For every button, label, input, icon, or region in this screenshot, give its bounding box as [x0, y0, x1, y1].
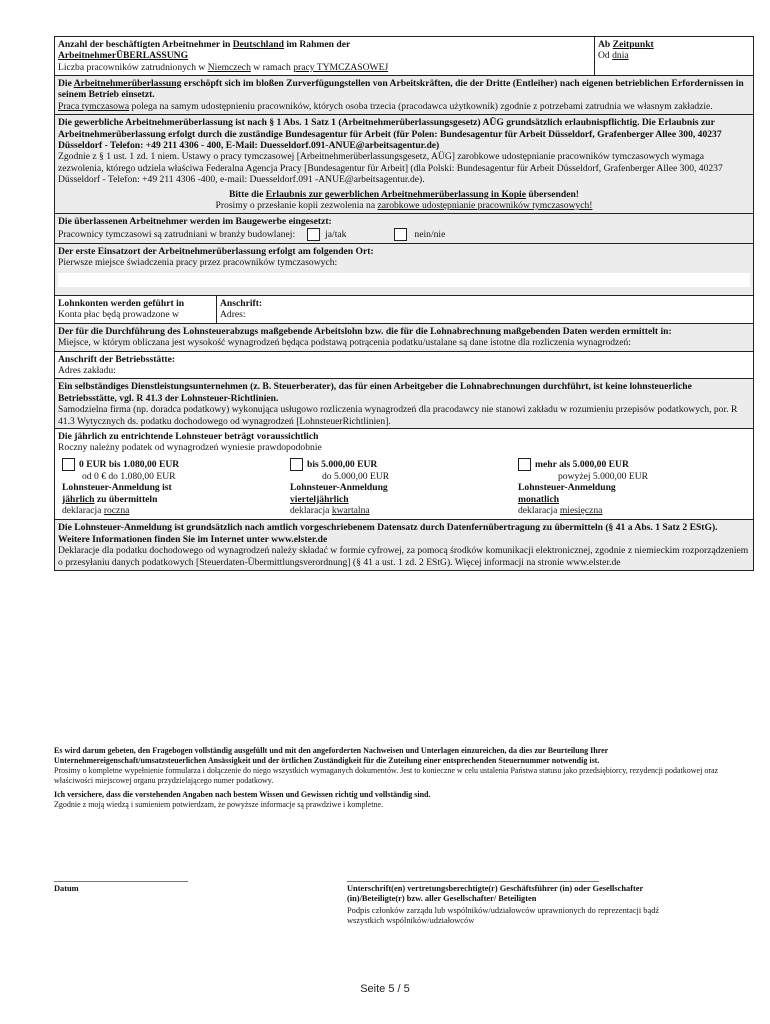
- tax-options: [58, 454, 750, 517]
- form-table: [54, 36, 754, 571]
- first-site-field[interactable]: [58, 273, 750, 287]
- wage-determination-block: Der für die Durchführung des Lohnsteuerabzugs maßgebende Arbeitslohn bzw. die für die Lohnabrechnung maßgebenden Daten werden ermittelt in: Miejsce, w którym obliczana jest wysokość wynagrodzeń będąca podstawą potrącenia podatku/ustalane są dane istotne dla rozliczenia wynagrodzeń:: [55, 324, 753, 352]
- construction-block: Die überlassenen Arbeitnehmer werden im Baugewerbe eingesetzt: Pracownicy tymczasowi są zatrudniani w branży budowlanej: ja/tak nein/nie: [55, 214, 753, 243]
- date-field[interactable]: Datum: [54, 881, 188, 894]
- construction-no-checkbox[interactable]: [394, 228, 407, 241]
- site-address-field[interactable]: Anschrift der Betriebsstätte: Adres zakładu:: [55, 352, 753, 380]
- first-site-block: Der erste Einsatzort der Arbeitnehmerüberlassung erfolgt am folgenden Ort: Pierwsze miejsce świadczenia pracy przez pracowników tymczasowych:: [55, 244, 753, 296]
- tax-option-quarterly-checkbox[interactable]: [290, 458, 303, 471]
- employee-count-row: [55, 37, 753, 76]
- signature-field[interactable]: Unterschrift(en) vertretungsberechtigte(r) Geschäftsführer (in) oder Gesellschafter (in)/Beteiligte(r) bzw. aller Gesellschafter/ Beteiligten Podpis członków zarządu lub wspólników/udziałowców uprawnionych do reprezentacji bądź wszystkich wspólników/udziałowców: [347, 881, 667, 927]
- closing-statements: Es wird darum gebeten, den Fragebogen vollständig ausgefüllt und mit den angeforderten Nachweisen und Unterlagen einzureichen, da dies zur Beurteilung Ihrer Unternehmereigenschaft/umsatzsteuerlichen Ansässigkeit und der örtlichen Zuständigkeit für die Zuteilung einer entsprechenden Steuernummer notwendig ist. Prosimy o kompletne wypełnienie formularza i dołączenie do niego wszystkich wymaganych dokumentów. Jest to konieczne w celu ustalenia Państwa statusu jako przedsiębiorcy, rezydencji podatkowej oraz właściwości miejscowej organu przydzielającego numer podatkowy. Ich versichere, dass die vorstehenden Angaben nach bestem Wissen und Gewissen richtig und vollständig sind. Zgodnie z moją wiedzą i sumieniem potwierdzam, że powyższe informacje są prawdziwe i kompletne.: [54, 746, 719, 809]
- payroll-address-field[interactable]: Anschrift: Adres:: [220, 297, 263, 321]
- send-permit-request: Bitte die Erlaubnis zur gewerblichen Arbeitnehmerüberlassung in Kopie übersenden!: [228, 188, 580, 200]
- start-date-field[interactable]: Ab Zeitpunkt Od dnia: [598, 39, 654, 62]
- tax-option-monthly: mehr als 5.000,00 EUR powyżej 5.000,00 EUR Lohnsteuer-Anmeldung monatlich deklaracja miesięczna: [518, 458, 649, 516]
- payroll-accounts-row: [55, 296, 753, 324]
- form-page: [54, 36, 754, 571]
- tax-option-annual-checkbox[interactable]: [62, 458, 75, 471]
- permit-block: Die gewerbliche Arbeitnehmerüberlassung ist nach § 1 Abs. 1 Satz 1 (Arbeitnehmerüberlassungsgesetz) AÜG grundsätzlich erlaubnispflichtig. Die Erlaubnis zur Arbeitnehmerüberlassung erfolgt durch die zuständige Bundesagentur für Arbeit (für Polen: Bundesagentur für Arbeit Düsseldorf, Grafenberger Allee 300, 40237 Düsseldorf - Telefon: +49 211 4306 - 400, E-Mail: Duesseldorf.091-ANUE@arbeitsagentur.de) Zgodnie z § 1 ust. 1 zd. 1 niem. Ustawy o pracy tymczasowej [Arbeitnehmerüberlassungsgesetz, AÜG] zarobkowe udostępnianie pracowników tymczasowych wymaga zezwolenia, którego udziela właściwa Federalna Agencja Pracy [Bundesagentur für Arbeit] (dla Polski: Bundesagentur für Arbeit Düsseldorf, Grafenberger Allee 300, 40237 Düsseldorf - Telefon: +49 211 4306 -400, e-mail: Duesseldorf.091 -ANUE@arbeitsagentur.de). Bitte die Erlaubnis zur gewerblichen Arbeitnehmerüberlassung in Kopie übersenden! Prosimy o przesłanie kopii zezwolenia na zarobkowe udostępnianie pracowników tymczasowych!: [55, 115, 753, 214]
- construction-yes-checkbox[interactable]: [307, 228, 320, 241]
- definition-block: Die Arbeitnehmerüberlassung erschöpft sich im bloßen Zurverfügungstellen von Arbeitskräften, die der Dritte (Entleiher) nach eigenen betrieblichen Erfordernissen in seinem Betrieb einsetzt. Praca tymczasowa polega na samym udostępnieniu pracowników, których osoba trzecia (pracodawca użytkownik) zgodnie z potrzebami zatrudnia we własnym zakładzie.: [55, 76, 753, 115]
- elster-note: Die Lohnsteuer-Anmeldung ist grundsätzlich nach amtlich vorgeschriebenem Datensatz durch Datenfernübertragung zu übermitteln (§ 41 a Abs. 1 Satz 2 EStG). Weitere Informationen finden Sie im Internet unter www.elster.de Deklaracje dla podatku dochodowego od wynagrodzeń należy składać w formie cyfrowej, za pomocą środków komunikacji elektronicznej, zgodnie z niemieckim rozporządzeniem o przesyłaniu danych podatkowych [Steuerdaten-Übermittlungsverordnung] (§ 41 a ust. 1 zd. 2 EStG). Więcej informacji na stronie www.elster.de: [55, 520, 753, 571]
- page-number: Seite 5 / 5: [360, 983, 410, 995]
- service-provider-note: Ein selbständiges Dienstleistungsunternehmen (z. B. Steuerberater), das für einen Arbeitgeber die Lohnabrechnungen durchführt, ist keine lohnsteuerliche Betriebsstätte, vgl. R 41.3 der Lohnsteuer-Richtlinien. Samodzielna firma (np. doradca podatkowy) wykonująca usługowo rozliczenia wynagrodzeń dla pracodawcy nie stanowi zakładu w rozumieniu przepisów podatkowych, por. R 41.3 Wytycznych ds. podatku dochodowego od wynagrodzeń [LohnsteuerRichtlinien].: [55, 379, 753, 429]
- annual-tax-block: Die jährlich zu entrichtende Lohnsteuer beträgt voraussichtlich Roczny należny podatek od wynagrodzeń wyniesie prawdopodobnie 0 EUR bis 1.080,00 EUR od 0 € do 1.080,00 EUR Lohnsteuer-Anmeldung ist jährlich zu übermitteln deklaracja roczna bis 5.000,00 EUR do 5.000,00 EUR Lohnsteuer-Anmeldung vierteljährlich deklaracja kwartalna mehr als 5.000,00 EUR powyżej 5.000,00 EUR Lohnsteuer-Anmeldung monatlich deklaracja miesięczna: [55, 429, 753, 520]
- tax-option-monthly-checkbox[interactable]: [518, 458, 531, 471]
- employee-count-field[interactable]: Anzahl der beschäftigten Arbeitnehmer in Deutschland im Rahmen der ArbeitnehmerÜBERLASSUNG Liczba pracowników zatrudnionych w Niemczech w ramach pracy TYMCZASOWEJ: [55, 37, 595, 75]
- payroll-location-field[interactable]: Lohnkonten werden geführt in Konta płac będą prowadzone w: [55, 296, 217, 323]
- tax-option-quarterly: bis 5.000,00 EUR do 5.000,00 EUR Lohnsteuer-Anmeldung vierteljährlich deklaracja kwartalna: [290, 458, 390, 516]
- tax-option-annual: 0 EUR bis 1.080,00 EUR od 0 € do 1.080,00 EUR Lohnsteuer-Anmeldung ist jährlich zu übermitteln deklaracja roczna: [62, 458, 180, 516]
